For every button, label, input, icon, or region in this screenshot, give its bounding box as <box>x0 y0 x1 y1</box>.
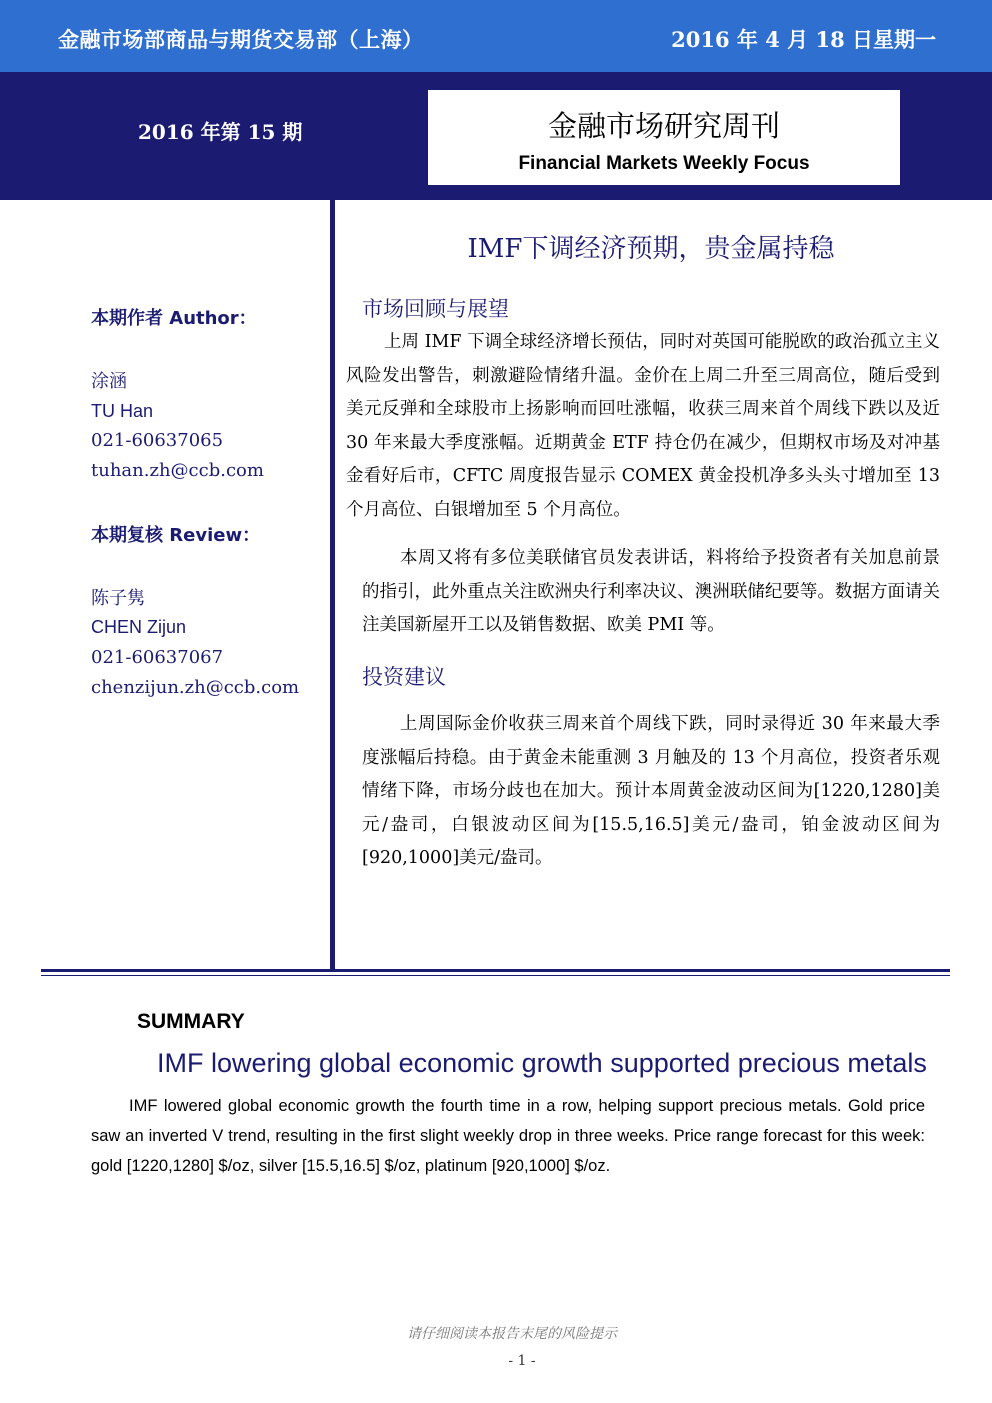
article-headline: IMF下调经济预期，贵金属持稳 <box>467 234 835 264</box>
review-heading: 本期复核 Review： <box>91 525 261 546</box>
author-name-en: TU Han <box>91 401 154 421</box>
summary-label: SUMMARY <box>137 1010 245 1033</box>
risk-notice: 请仔细阅读本报告末尾的风险提示 <box>407 1326 617 1342</box>
author-heading: 本期作者 Author： <box>91 308 257 329</box>
publication-title-cn: 金融市场研究周刊 <box>547 109 780 143</box>
paragraph-outlook: 本周又将有多位美联储官员发表讲话，料将给予投资者有关加息前景的指引，此外重点关注欧洲央行利率决议、澳洲联储纪要等。数据方面请关注美国新屋开工以及销售数据、欧美 PMI 等。 <box>362 548 940 635</box>
divider-rule <box>41 969 950 972</box>
author-email[interactable]: tuhan.zh@ccb.com <box>91 460 264 481</box>
reviewer-name-en: CHEN Zijun <box>91 617 187 637</box>
masthead-title-box <box>428 90 900 185</box>
summary-body: IMF lowered global economic growth the fourth time in a row, helping support precious metals. Gold price saw an inverted V trend, resulting in the first slight weekly drop in three weeks. Price range forecast for this week: gold [1220,1280] $/oz, silver [15.5,16.5] $/oz, platinum [920,1000] $/oz. <box>91 1097 925 1175</box>
paragraph-market-review: 上周 IMF 下调全球经济增长预估，同时对英国可能脱欧的政治孤立主义风险发出警告，刺激避险情绪升温。金价在上周二升至三周高位，随后受到美元反弹和全球股市上扬影响而回吐涨幅，收获三周来首个周线下跌以及近 30 年来最大季度涨幅。近期黄金 ETF 持仓仍在减少，但期权市场及对冲基金看好后市，CFTC 周度报告显示 COMEX 黄金投机净多头头寸增加至 13 个月高位、白银增加至 5 个月高位。 <box>346 332 940 520</box>
section-title-investment-advice: 投资建议 <box>362 665 446 689</box>
paragraph-investment-advice: 上周国际金价收获三周来首个周线下跌，同时录得近 30 年来最大季度涨幅后持稳。由于黄金未能重测 3 月触及的 13 个月高位，投资者乐观情绪下降，市场分歧也在加大。预计本周黄金波动区间为[1220,1280]美元/盎司，白银波动区间为[15.5,16.5]美元/盎司，铂金波动区间为[920,1000]美元/盎司。 <box>362 714 940 868</box>
reviewer-email[interactable]: chenzijun.zh@ccb.com <box>91 677 300 698</box>
divider-rule-thin <box>41 975 950 976</box>
header-bar <box>0 0 992 72</box>
column-divider <box>330 200 335 972</box>
publication-title-en: Financial Markets Weekly Focus <box>518 153 810 174</box>
department-name: 金融市场部商品与期货交易部（上海） <box>58 27 424 52</box>
reviewer-phone: 021-60637067 <box>91 647 224 668</box>
issue-number: 2016 年第 15 期 <box>138 120 303 144</box>
author-phone: 021-60637065 <box>91 430 224 451</box>
author-name-cn: 涂涵 <box>91 371 127 392</box>
page-number: - 1 - <box>508 1353 536 1369</box>
summary-title: IMF lowering global economic growth supported precious metals <box>157 1048 927 1078</box>
reviewer-name-cn: 陈子隽 <box>91 588 145 609</box>
report-date: 2016 年 4 月 18 日星期一 <box>671 27 936 52</box>
section-title-market-review: 市场回顾与展望 <box>362 297 509 321</box>
